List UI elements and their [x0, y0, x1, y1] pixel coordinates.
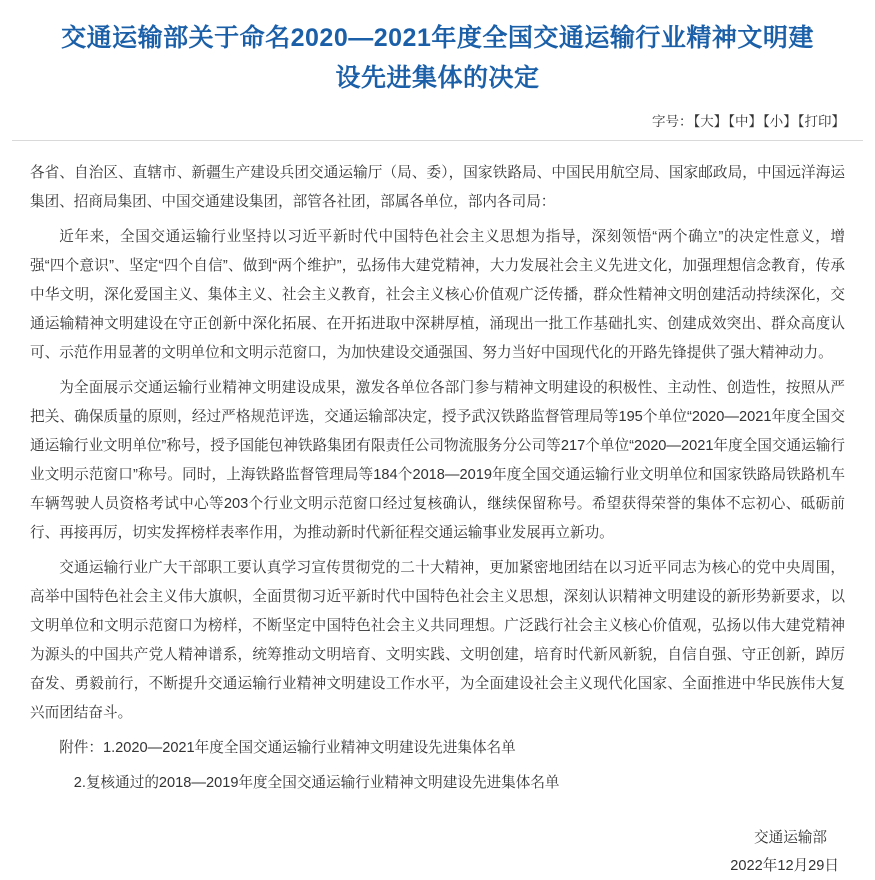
document-body: [0, 141, 875, 798]
signature-date: 2022年12月29日: [730, 858, 839, 874]
signature-line: 交通运输部: [754, 830, 827, 846]
font-size-label: 字号：: [652, 114, 693, 129]
page-title: 交通运输部关于命名2020—2021年度全国交通运输行业精神文明建设先进集体的决定: [61, 24, 814, 92]
print-button[interactable]: 【打印】: [797, 114, 845, 129]
font-size-toolbar: [0, 104, 875, 140]
body-paragraph-2: 为全面展示交通运输行业精神文明建设成果，激发各单位各部门参与精神文明建设的积极性、主动性、创造性，按照从严把关、确保质量的原则，经过严格规范评选，交通运输部决定，授予武汉铁路监督管理局等195个单位“2020—2021年度全国交通运输行业文明单位”称号，授予国能包神铁路集团有限责任公司物流服务分公司等217个单位“2020—2021年度全国交通运输行业文明示范窗口”称号。同时，上海铁路监督管理局等184个2018—2019年度全国交通运输行业文明单位和国家铁路局铁路机车车辆驾驶人员资格考试中心等203个行业文明示范窗口经过复核确认，继续保留称号。希望获得荣誉的集体不忘初心、砥砺前行、再接再厉，切实发挥榜样表率作用，为推动新时代新征程交通运输事业发展再立新功。: [30, 380, 845, 541]
attachment-item-1: 附件：1.2020—2021年度全国交通运输行业精神文明建设先进集体名单: [59, 740, 516, 756]
font-size-medium-button[interactable]: 【中】: [728, 114, 762, 129]
attachment-item-2: 2.复核通过的2018—2019年度全国交通运输行业精神文明建设先进集体名单: [73, 775, 560, 791]
body-paragraph-1: 近年来，全国交通运输行业坚持以习近平新时代中国特色社会主义思想为指导，深刻领悟“两个确立”的决定性意义，增强“四个意识”、坚定“四个自信”、做到“两个维护”，弘扬伟大建党精神，大力发展社会主义先进文化，加强理想信念教育，传承中华文明，深化爱国主义、集体主义、社会主义教育，社会主义核心价值观广泛传播，群众性精神文明创建活动持续深化，交通运输精神文明建设在守正创新中深化拓展、在开拓进取中深耕厚植，涌现出一批工作基础扎实、创建成效突出、群众高度认可、示范作用显著的文明单位和文明示范窗口，为加快建设交通强国、努力当好中国现代化的开路先锋提供了强大精神动力。: [30, 229, 845, 361]
font-size-large-button[interactable]: 【大】: [693, 114, 728, 129]
title-container: [0, 0, 875, 104]
recipients-paragraph: 各省、自治区、直辖市、新疆生产建设兵团交通运输厅（局、委），国家铁路局、中国民用航空局、国家邮政局，中国远洋海运集团、招商局集团、中国交通建设集团，部管各社团，部属各单位，部内各司局：: [30, 165, 845, 210]
font-size-small-button[interactable]: 【小】: [763, 114, 797, 129]
body-paragraph-3: 交通运输行业广大干部职工要认真学习宣传贯彻党的二十大精神，更加紧密地团结在以习近平同志为核心的党中央周围，高举中国特色社会主义伟大旗帜，全面贯彻习近平新时代中国特色社会主义思想，深刻认识精神文明建设的新形势新要求，以文明单位和文明示范窗口为榜样，不断坚定中国特色社会主义共同理想。广泛践行社会主义核心价值观，弘扬以伟大建党精神为源头的中国共产党人精神谱系，统筹推动文明培育、文明实践、文明创建，培育时代新风新貌，自信自强、守正创新，踔厉奋发、勇毅前行，不断提升交通运输行业精神文明建设工作水平，为全面建设社会主义现代化国家、全面推进中华民族伟大复兴而团结奋斗。: [30, 560, 845, 721]
